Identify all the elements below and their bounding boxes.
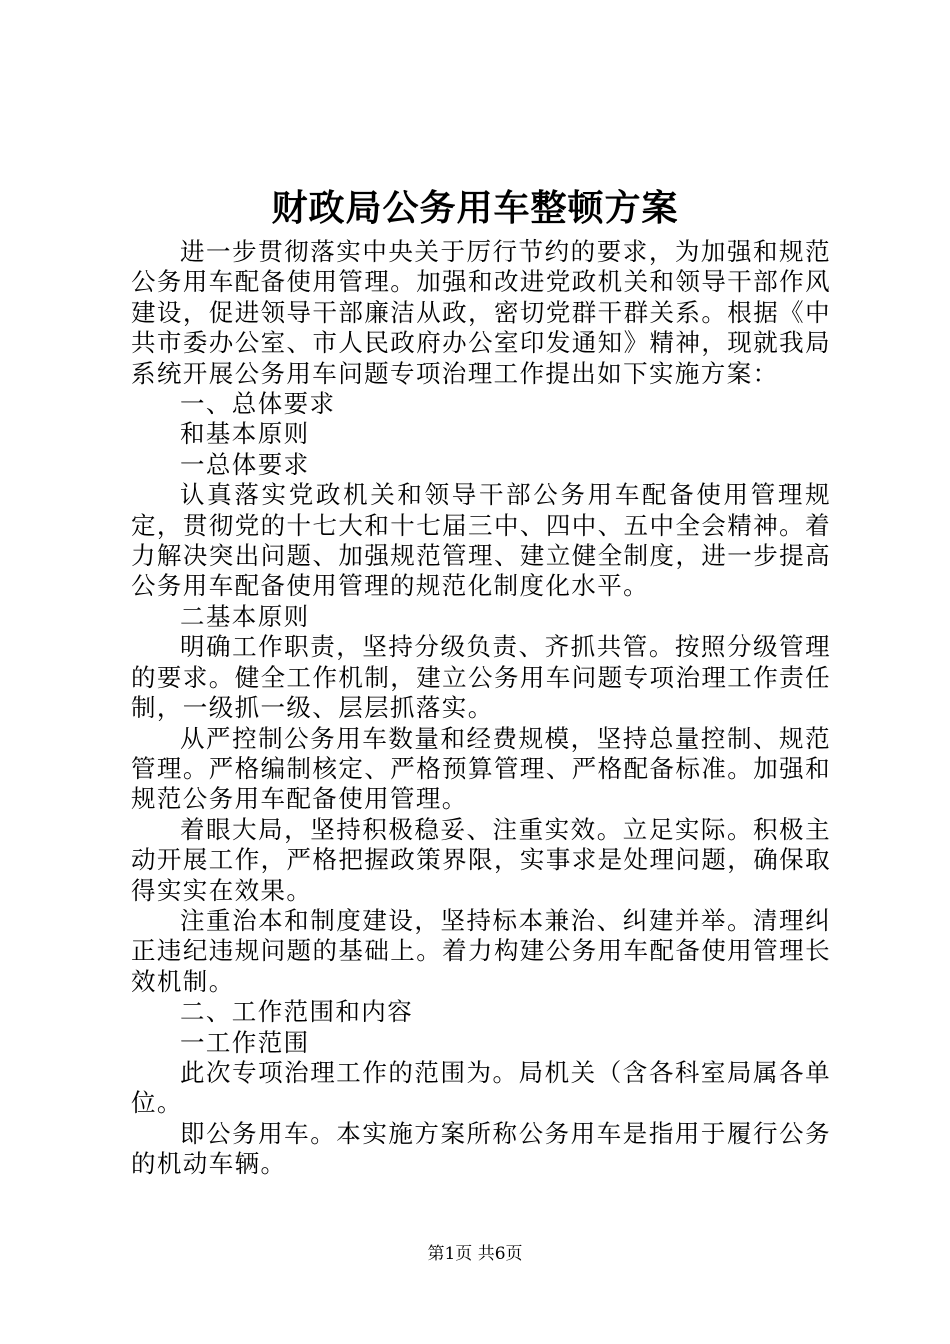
body-paragraph: 此次专项治理工作的范围为。局机关（含各科室局属各单位。 [131, 1057, 831, 1118]
subsection-heading: 一工作范围 [180, 1027, 310, 1057]
section-heading: 二、工作范围和内容 [180, 997, 414, 1027]
body-paragraph: 进一步贯彻落实中央关于厉行节约的要求，为加强和规范公务用车配备使用管理。加强和改进党政机关和领导干部作风建设，促进领导干部廉洁从政，密切党群干群关系。根据《中共市委办公室、市人民政府办公室印发通知》精神，现就我局系统开展公务用车问题专项治理工作提出如下实施方案： [131, 237, 831, 388]
body-paragraph: 即公务用车。本实施方案所称公务用车是指用于履行公务的机动车辆。 [131, 1118, 831, 1179]
subsection-heading: 二基本原则 [180, 601, 310, 631]
body-paragraph: 认真落实党政机关和领导干部公务用车配备使用管理规定，贯彻党的十七大和十七届三中、四中、五中全会精神。着力解决突出问题、加强规范管理、建立健全制度，进一步提高公务用车配备使用管理的规范化制度化水平。 [131, 480, 831, 601]
section-heading: 一、总体要求 [180, 389, 336, 419]
body-paragraph: 从严控制公务用车数量和经费规模，坚持总量控制、规范管理。严格编制核定、严格预算管理、严格配备标准。加强和规范公务用车配备使用管理。 [131, 723, 831, 814]
body-paragraph: 明确工作职责，坚持分级负责、齐抓共管。按照分级管理的要求。健全工作机制，建立公务用车问题专项治理工作责任制，一级抓一级、层层抓落实。 [131, 632, 831, 723]
body-paragraph: 注重治本和制度建设，坚持标本兼治、纠建并举。清理纠正违纪违规问题的基础上。着力构建公务用车配备使用管理长效机制。 [131, 905, 831, 996]
document-body [131, 237, 831, 1180]
section-heading: 和基本原则 [180, 419, 310, 449]
subsection-heading: 一总体要求 [180, 449, 310, 479]
document-title: 财政局公务用车整顿方案 [271, 187, 679, 229]
page-footer: 第1页 共6页 [427, 1244, 523, 1264]
body-paragraph: 着眼大局，坚持积极稳妥、注重实效。立足实际。积极主动开展工作，严格把握政策界限，实事求是处理问题，确保取得实实在效果。 [131, 814, 831, 905]
